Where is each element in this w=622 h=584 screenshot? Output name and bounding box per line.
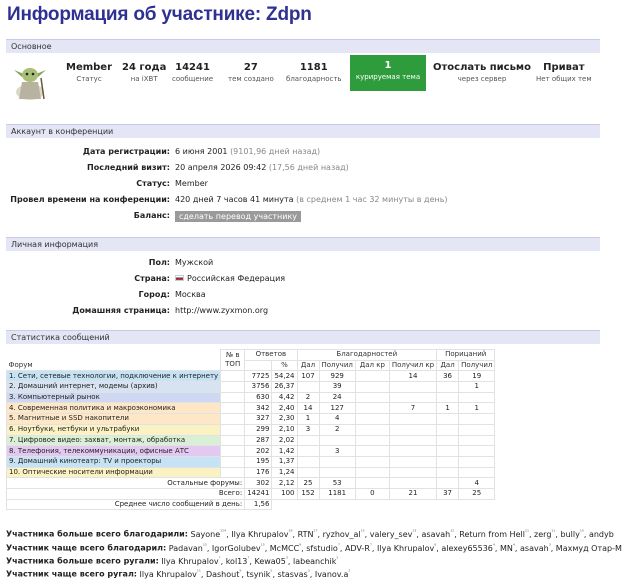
balance-row: Баланс: сделать перевод участнику (0, 211, 600, 223)
user-count: ² (336, 556, 339, 562)
user-count: ¹⁵ (360, 529, 365, 535)
user-count: ¹⁰ (579, 529, 584, 535)
user-count: ² (348, 569, 351, 575)
top-cell (221, 467, 245, 478)
forum-link[interactable]: 3. Компьютерный рынок (7, 392, 221, 403)
cell-got-kr (389, 456, 436, 467)
user-count: ¹⁷ (313, 529, 318, 535)
top-cell (221, 392, 245, 403)
user-count: ¹³ (260, 543, 265, 549)
cell-got-kr: 14 (389, 371, 436, 382)
cell-pct: 1,42 (272, 446, 297, 457)
user-count: ⁷ (218, 556, 221, 562)
table-row (7, 403, 495, 414)
user-link[interactable]: Return from Hell (459, 529, 525, 539)
cell-got: 39 (319, 382, 355, 393)
time-row: Провел времени на конференции: 420 дней 7 часов 41 минута (в среднем 1 час 32 минуты в день) (10, 195, 448, 204)
cell-gave (297, 435, 319, 446)
cell-pct: 54,24 (272, 371, 297, 382)
cell-b-got (459, 435, 495, 446)
cell-pct: 26,37 (272, 382, 297, 393)
cell-answers: 299 (245, 424, 272, 435)
cell-answers: 3756 (245, 382, 272, 393)
cell-b-gave (437, 446, 459, 457)
stat-messages[interactable]: 14241 сообщение (172, 62, 214, 83)
cell-got-kr (389, 392, 436, 403)
cell-pct: 2,40 (272, 403, 297, 414)
cell-got-kr (389, 467, 436, 478)
cell-got: 4 (319, 414, 355, 425)
user-count: ⁷ (247, 556, 250, 562)
user-link[interactable]: valery_sev (369, 529, 413, 539)
top-cell (221, 456, 245, 467)
cell-gave: 1 (297, 414, 319, 425)
cell-gave-kr (355, 382, 389, 393)
user-link[interactable]: labeanchik (292, 556, 337, 566)
cell-gave: 14 (297, 403, 319, 414)
table-row (7, 414, 495, 425)
forum-link[interactable]: 5. Магнитные и SSD накопители (7, 414, 221, 425)
cell-b-got: 1 (459, 403, 495, 414)
cell-b-gave (437, 435, 459, 446)
col-pct: % (272, 360, 297, 371)
user-link[interactable]: Ilya Khrupalov (139, 569, 197, 579)
cell-b-got (459, 467, 495, 478)
col-blame-gave: Дал (437, 360, 459, 371)
user-count: ¹³ (412, 529, 417, 535)
col-thanks-got: Получил (319, 360, 355, 371)
top-cell (221, 403, 245, 414)
forum-link[interactable]: 8. Телефония, телекоммуникации, офисные АТС (7, 446, 221, 457)
col-answers: Ответов (245, 350, 297, 361)
cell-gave-kr (355, 467, 389, 478)
cell-pct: 2,30 (272, 414, 297, 425)
cell-got-kr (389, 414, 436, 425)
user-link[interactable]: ADV-R (344, 543, 370, 553)
cell-got-kr (389, 446, 436, 457)
stat-status: Member Статус (66, 62, 113, 83)
table-row (7, 446, 495, 457)
table-row (7, 467, 495, 478)
private-message-button[interactable]: Приват Нет общих тем (536, 62, 592, 83)
cell-gave (297, 456, 319, 467)
user-count: ¹² (450, 529, 455, 535)
user-link[interactable]: stasvas (277, 569, 308, 579)
forum-link[interactable]: 2. Домашний интернет, модемы (архив) (7, 382, 221, 393)
homepage-row: Домашняя страница: http://www.zyxmon.org (72, 306, 269, 315)
forum-link[interactable]: 4. Современная политика и макроэкономика (7, 403, 221, 414)
user-link[interactable]: McMCC (269, 543, 300, 553)
user-count: ¹¹ (551, 529, 556, 535)
col-thanks-gave: Дал (297, 360, 319, 371)
cell-answers: 327 (245, 414, 272, 425)
user-link[interactable]: Kewa05 (254, 556, 286, 566)
user-link[interactable]: Ivanov.a (314, 569, 349, 579)
cell-got: 127 (319, 403, 355, 414)
last-visit-row: Последний визит: 20 апреля 2026 09:42 (17,56 дней назад) (87, 163, 349, 172)
top-cell (221, 446, 245, 457)
top-cell (221, 382, 245, 393)
avg-row: Среднее число сообщений в день: 1,56 (7, 499, 495, 510)
forum-link[interactable]: 7. Цифровое видео: захват, монтаж, обработка (7, 435, 221, 446)
cell-gave-kr (355, 371, 389, 382)
forum-stats-table (6, 349, 495, 510)
forum-link[interactable]: 6. Ноутбуки, нетбуки и ультрабуки (7, 424, 221, 435)
section-stats: Статистика сообщений (6, 330, 600, 344)
user-count: ¹⁵ (202, 543, 207, 549)
user-link[interactable]: Ilya Khrupalov (161, 556, 219, 566)
table-row (7, 382, 495, 393)
user-link[interactable]: Махмуд Отар-М (555, 543, 622, 553)
cell-gave-kr (355, 414, 389, 425)
cell-got (319, 456, 355, 467)
user-link[interactable]: sfstudio (306, 543, 338, 553)
page-title: Информация об участнике: Zdpn (7, 4, 312, 25)
user-link[interactable]: IgorGolubev (211, 543, 261, 553)
cell-pct: 2,02 (272, 435, 297, 446)
cell-answers: 630 (245, 392, 272, 403)
user-link[interactable]: ryzhov_al (322, 529, 361, 539)
user-count: ³ (548, 543, 551, 549)
cell-b-gave: 36 (437, 371, 459, 382)
cell-gave-kr (355, 403, 389, 414)
user-count: ⁴ (492, 543, 495, 549)
user-count: ³ (307, 569, 310, 575)
cell-answers: 176 (245, 467, 272, 478)
total-row: Всего: 14241 100 152 1181 0 21 37 25 (7, 488, 495, 499)
blamed-by-line: Участника больше всего ругали: Ilya Khrupalov$^{^7}$, $kol13^{^7}$, $Kewa05^{^3}$, labeanchik$^{^2}$ (6, 556, 339, 566)
cell-got-kr (389, 382, 436, 393)
cell-gave-kr (355, 392, 389, 403)
city-row: Город: Москва (138, 290, 206, 299)
sex-row: Пол: Мужской (148, 258, 214, 267)
user-link[interactable]: andyb (588, 529, 614, 539)
forum-link[interactable]: 10. Оптические носители информации (7, 467, 221, 478)
user-count: ⁴ (512, 543, 515, 549)
cell-gave: 3 (297, 424, 319, 435)
stat-years: 24 года на iXBT (122, 62, 167, 83)
thanked-by-line: Участника больше всего благодарили: Sayone$^{^{124}}$, Ilya Khrupalov$^{^{19}}$, $RTN^{^{17}}$, $ryzhov\_al^{^{15}}$, valery_sev$^{^{13}}$, asavah$^{^{12}}$, Return from Hell$^{^{11}}$, zerg$^{^{11}}$, bully$^{^{10}}$, andyb (6, 529, 614, 539)
reg-date-row: Дата регистрации: 6 июня 2001 (9101,96 дней назад) (82, 147, 321, 156)
user-link[interactable]: Sayone (190, 529, 221, 539)
top-cell (221, 424, 245, 435)
cell-b-got (459, 424, 495, 435)
cell-got: 24 (319, 392, 355, 403)
user-link[interactable]: Dashout (205, 569, 240, 579)
user-link[interactable]: asavah (520, 543, 549, 553)
table-row (7, 392, 495, 403)
user-count: ¹¹ (524, 529, 529, 535)
col-thanks-gave-kr: Дал кр (355, 360, 389, 371)
status-row: Статус: Member (136, 179, 208, 188)
user-link[interactable]: Padavan (168, 543, 203, 553)
user-count: ¹²⁴ (220, 529, 227, 535)
cell-gave (297, 382, 319, 393)
cell-b-got (459, 392, 495, 403)
cell-got-kr (389, 435, 436, 446)
cell-gave (297, 467, 319, 478)
russia-flag-icon (175, 275, 184, 281)
col-thanks: Благодарностей (297, 350, 437, 361)
cell-gave-kr (355, 435, 389, 446)
cell-gave: 2 (297, 392, 319, 403)
user-count: ⁷ (369, 543, 372, 549)
user-link[interactable]: asavah (421, 529, 451, 539)
transfer-button[interactable]: сделать перевод участнику (175, 211, 301, 222)
user-link[interactable]: alexey65536 (441, 543, 493, 553)
cell-answers: 287 (245, 435, 272, 446)
cell-pct: 4,42 (272, 392, 297, 403)
stat-topics[interactable]: 27 тем создано (228, 62, 274, 83)
top-cell (221, 435, 245, 446)
cell-b-gave (437, 382, 459, 393)
top-cell (221, 371, 245, 382)
user-count: ¹¹ (196, 569, 201, 575)
send-mail-button[interactable]: Отослать письмо через сервер (433, 62, 531, 83)
cell-gave: 107 (297, 371, 319, 382)
stat-curated-topic[interactable]: 1 курируемая тема (350, 55, 426, 91)
cell-got: 3 (319, 446, 355, 457)
cell-gave (297, 446, 319, 457)
cell-pct: 2,10 (272, 424, 297, 435)
col-blame: Порицаний (437, 350, 495, 361)
cell-got: 2 (319, 424, 355, 435)
cell-b-gave (437, 467, 459, 478)
table-row (7, 456, 495, 467)
cell-answers: 202 (245, 446, 272, 457)
top-cell (221, 414, 245, 425)
cell-gave-kr (355, 456, 389, 467)
avatar (8, 58, 52, 100)
cell-got (319, 435, 355, 446)
cell-pct: 1,37 (272, 456, 297, 467)
table-row (7, 371, 495, 382)
user-count: ³ (285, 556, 288, 562)
cell-b-gave (437, 414, 459, 425)
col-top: № в ТОП (221, 350, 245, 371)
cell-b-gave (437, 424, 459, 435)
cell-b-got (459, 414, 495, 425)
other-forums-row: Остальные форумы: 302 2,12 25 53 4 (7, 478, 495, 489)
cell-b-got: 19 (459, 371, 495, 382)
country-row: Страна: Российская Федерация (134, 274, 286, 283)
user-link[interactable]: bully (560, 529, 580, 539)
user-count: ⁵ (270, 569, 273, 575)
cell-b-got (459, 456, 495, 467)
section-main: Основное (6, 39, 600, 53)
section-account: Аккаунт в конференции (6, 124, 600, 138)
user-count: ⁶ (434, 543, 437, 549)
thanks-given-line: Участник чаще всего благодарил: Padavan$^{^{15}}$, IgorGolubev$^{^{13}}$, McMCC$^{^9}$, sfstudio$^{^7}$, ADV-$R^{^7}$, Ilya Khrupalov$^{^6}$, $alexey65536^{^4}$, $MN^{^4}$, asavah$^{^3}$, Махмуд Отар-М (6, 543, 622, 553)
forum-link[interactable]: 1. Сети, сетевые технологии, подключение к интернету (7, 371, 221, 382)
homepage-link[interactable]: http://www.zyxmon.org (175, 306, 269, 315)
cell-got: 929 (319, 371, 355, 382)
user-count: ⁹ (239, 569, 242, 575)
col-thanks-got-kr: Получил кр (389, 360, 436, 371)
cell-b-got (459, 446, 495, 457)
cell-b-got: 1 (459, 382, 495, 393)
table-row (7, 435, 495, 446)
col-answers-count (245, 360, 272, 371)
cell-got-kr: 7 (389, 403, 436, 414)
blame-given-line: Участник чаще всего ругал: Ilya Khrupalov$^{^{11}}$, Dashout$^{^9}$, tsynik$^{^5}$, stasvas$^{^3}$, $Ivanov.a^{^2}$ (6, 569, 351, 579)
cell-got (319, 467, 355, 478)
cell-answers: 195 (245, 456, 272, 467)
forum-link[interactable]: 9. Домашний кинотеатр: TV и проекторы (7, 456, 221, 467)
col-forum: Форум (7, 350, 221, 371)
user-link[interactable]: Ilya Khrupalov (377, 543, 435, 553)
user-count: ⁹ (299, 543, 302, 549)
cell-b-gave (437, 392, 459, 403)
cell-pct: 1,24 (272, 467, 297, 478)
user-count: ¹⁹ (288, 529, 293, 535)
section-personal: Личная информация (6, 237, 600, 251)
user-link[interactable]: zerg (534, 529, 552, 539)
user-link[interactable]: tsynik (246, 569, 271, 579)
table-row (7, 424, 495, 435)
stat-thanks[interactable]: 1181 благодарность (286, 62, 342, 83)
cell-answers: 342 (245, 403, 272, 414)
cell-b-gave (437, 456, 459, 467)
cell-gave-kr (355, 424, 389, 435)
user-link[interactable]: Ilya Khrupalov (231, 529, 289, 539)
cell-b-gave: 1 (437, 403, 459, 414)
col-blame-got: Получил (459, 360, 495, 371)
cell-got-kr (389, 424, 436, 435)
cell-answers: 7725 (245, 371, 272, 382)
user-link[interactable]: RTN (297, 529, 314, 539)
user-link[interactable]: MN (500, 543, 513, 553)
cell-gave-kr (355, 446, 389, 457)
user-count: ⁷ (337, 543, 340, 549)
user-link[interactable]: kol13 (225, 556, 248, 566)
